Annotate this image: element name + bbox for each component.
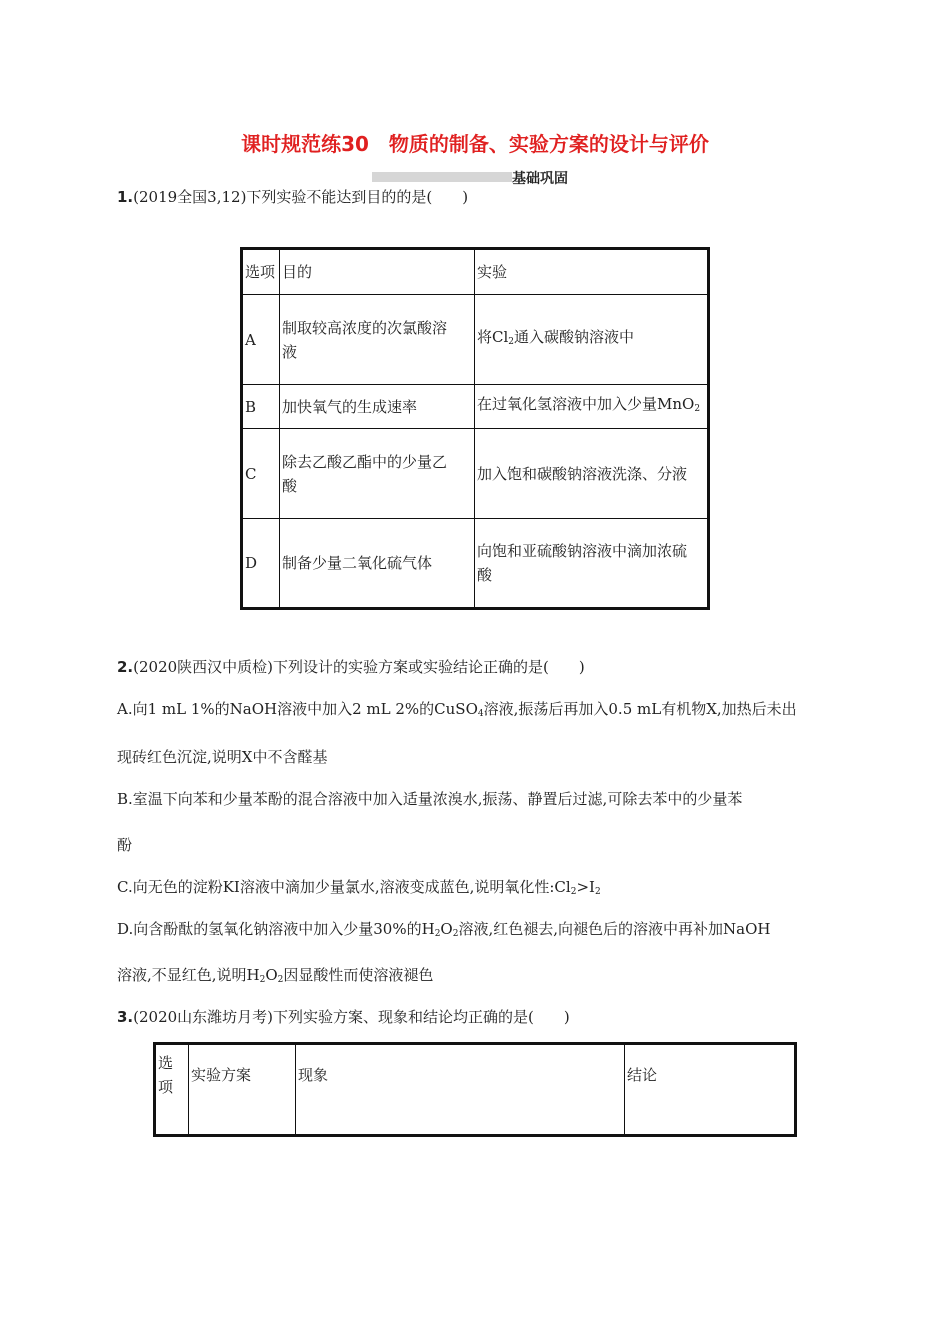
- experiment-cell: 将$Cl_2$通入碳酸钠溶液中: [475, 295, 709, 385]
- question-3-table: [153, 1042, 797, 1137]
- section-bar: [372, 172, 512, 182]
- option-cell: D: [242, 519, 280, 609]
- header-goal: 目的: [280, 249, 475, 295]
- option-d-line-1: D.向含酚酞的氢氧化钠溶液中加入少量30%的$H_2O_2$溶液,红色褪去,向褪色后的溶液中再补加NaOH: [117, 920, 771, 939]
- option-cell: A: [242, 295, 280, 385]
- question-2-stem: 2.(2020陕西汉中质检)下列设计的实验方案或实验结论正确的是( ): [117, 658, 585, 676]
- table-row: [242, 385, 709, 429]
- question-number: 3.: [117, 1008, 134, 1026]
- table-row: [242, 429, 709, 519]
- option-c-line: C.向无色的淀粉KI溶液中滴加少量氯水,溶液变成蓝色,说明氧化性$:Cl_2>I_2$: [117, 878, 601, 897]
- table-row: [242, 295, 709, 385]
- question-number: 1.: [117, 188, 134, 206]
- experiment-cell: 向饱和亚硫酸钠溶液中滴加浓硫 酸: [475, 519, 709, 609]
- option-b-line-1: B.室温下向苯和少量苯酚的混合溶液中加入适量浓溴水,振荡、静置后过滤,可除去苯中的少量苯: [117, 790, 743, 808]
- question-number: 2.: [117, 658, 134, 676]
- header-phenomenon: 现象: [296, 1044, 625, 1136]
- table-header-row: [242, 249, 709, 295]
- header-experiment: 实验: [475, 249, 709, 295]
- header-option: 选项: [242, 249, 280, 295]
- option-cell: B: [242, 385, 280, 429]
- goal-cell: 制取较高浓度的次氯酸溶 液: [280, 295, 475, 385]
- table-header-row: [155, 1044, 796, 1136]
- option-d-line-2: 溶液,不显红色,说明$H_2O_2$因显酸性而使溶液褪色: [117, 966, 434, 985]
- experiment-cell: 加入饱和碳酸钠溶液洗涤、分液: [475, 429, 709, 519]
- goal-cell: 加快氧气的生成速率: [280, 385, 475, 429]
- option-cell: C: [242, 429, 280, 519]
- goal-cell: 除去乙酸乙酯中的少量乙 酸: [280, 429, 475, 519]
- section-label: 基础巩固: [512, 171, 568, 187]
- question-3-stem: 3.(2020山东潍坊月考)下列实验方案、现象和结论均正确的是( ): [117, 1008, 570, 1026]
- option-a-line-2: 现砖红色沉淀,说明X中不含醛基: [117, 748, 328, 766]
- page-title: 课时规范练30 物质的制备、实验方案的设计与评价: [241, 132, 709, 156]
- question-1-stem: 1.(2019全国3,12)下列实验不能达到目的的是( ): [117, 188, 469, 206]
- header-plan: 实验方案: [189, 1044, 296, 1136]
- header-option: 选 项: [155, 1044, 189, 1136]
- table-row: [242, 519, 709, 609]
- header-conclusion: 结论: [625, 1044, 796, 1136]
- option-b-line-2: 酚: [117, 836, 133, 854]
- goal-cell: 制备少量二氧化硫气体: [280, 519, 475, 609]
- experiment-cell: 在过氧化氢溶液中加入少量MnO$_2$: [475, 385, 709, 429]
- question-1-table: [240, 247, 710, 610]
- option-a-line-1: A.向1 mL 1%的NaOH溶液中加入2 mL 2%的CuSO$_4$溶液,振荡后再加入0.5 mL有机物X,加热后未出: [117, 700, 797, 719]
